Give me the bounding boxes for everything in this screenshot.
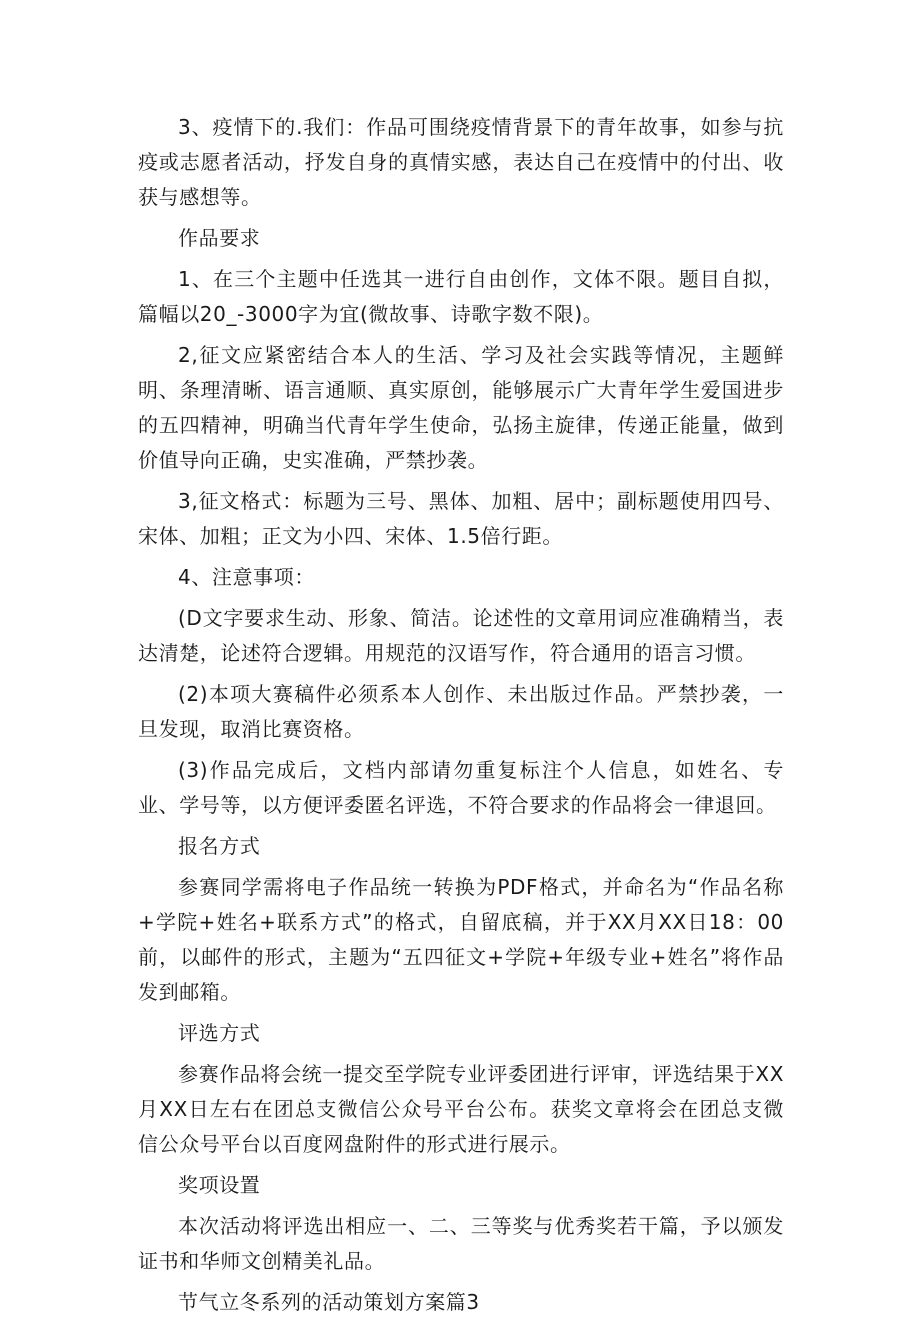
registration-paragraph: 参赛同学需将电子作品统一转换为PDF格式，并命名为“作品名称+学院+姓名+联系方式”的格式，自留底稿，并于XX月XX日18：00前，以邮件的形式，主题为“五四征文+学院+年级专业+姓名”将作品发到邮箱。 (138, 875, 784, 1004)
section-heading-registration: 报名方式 (178, 834, 261, 858)
document-body (138, 110, 784, 1326)
requirement-4-heading: 4、注意事项： (178, 565, 315, 589)
requirement-1-paragraph: 1、在三个主题中任选其一进行自由创作，文体不限。题目自拟，篇幅以20_-3000字为宜(微故事、诗歌字数不限)。 (138, 267, 784, 326)
next-article-title: 节气立冬系列的活动策划方案篇3 (178, 1290, 480, 1314)
note-3-paragraph: (3)作品完成后，文档内部请勿重复标注个人信息，如姓名、专业、学号等，以方便评委匿名评选，不符合要求的作品将会一律退回。 (138, 758, 784, 817)
requirement-3-paragraph: 3,征文格式：标题为三号、黑体、加粗、居中；副标题使用四号、宋体、加粗；正文为小四、宋体、1.5倍行距。 (138, 489, 784, 548)
section-heading-awards: 奖项设置 (178, 1173, 261, 1197)
note-2-paragraph: (2)本项大赛稿件必须系本人创作、未出版过作品。严禁抄袭，一旦发现，取消比赛资格。 (138, 682, 784, 741)
selection-paragraph: 参赛作品将会统一提交至学院专业评委团进行评审，评选结果于XX月XX日左右在团总支微信公众号平台公布。获奖文章将会在团总支微信公众号平台以百度网盘附件的形式进行展示。 (138, 1062, 784, 1156)
section-heading-requirements: 作品要求 (178, 226, 261, 250)
section-heading-selection: 评选方式 (178, 1021, 261, 1045)
theme-3-paragraph: 3、疫情下的.我们：作品可围绕疫情背景下的青年故事，如参与抗疫或志愿者活动，抒发自身的真情实感，表达自己在疫情中的付出、收获与感想等。 (138, 115, 784, 209)
requirement-2-paragraph: 2,征文应紧密结合本人的生活、学习及社会实践等情况，主题鲜明、条理清晰、语言通顺、真实原创，能够展示广大青年学生爱国进步的五四精神，明确当代青年学生使命，弘扬主旋律，传递正能量，做到价值导向正确，史实准确，严禁抄袭。 (138, 343, 784, 472)
awards-paragraph: 本次活动将评选出相应一、二、三等奖与优秀奖若干篇，予以颁发证书和华师文创精美礼品。 (138, 1214, 784, 1273)
note-1-paragraph: (D文字要求生动、形象、简洁。论述性的文章用词应准确精当，表达清楚，论述符合逻辑。用规范的汉语写作，符合通用的语言习惯。 (138, 606, 784, 665)
